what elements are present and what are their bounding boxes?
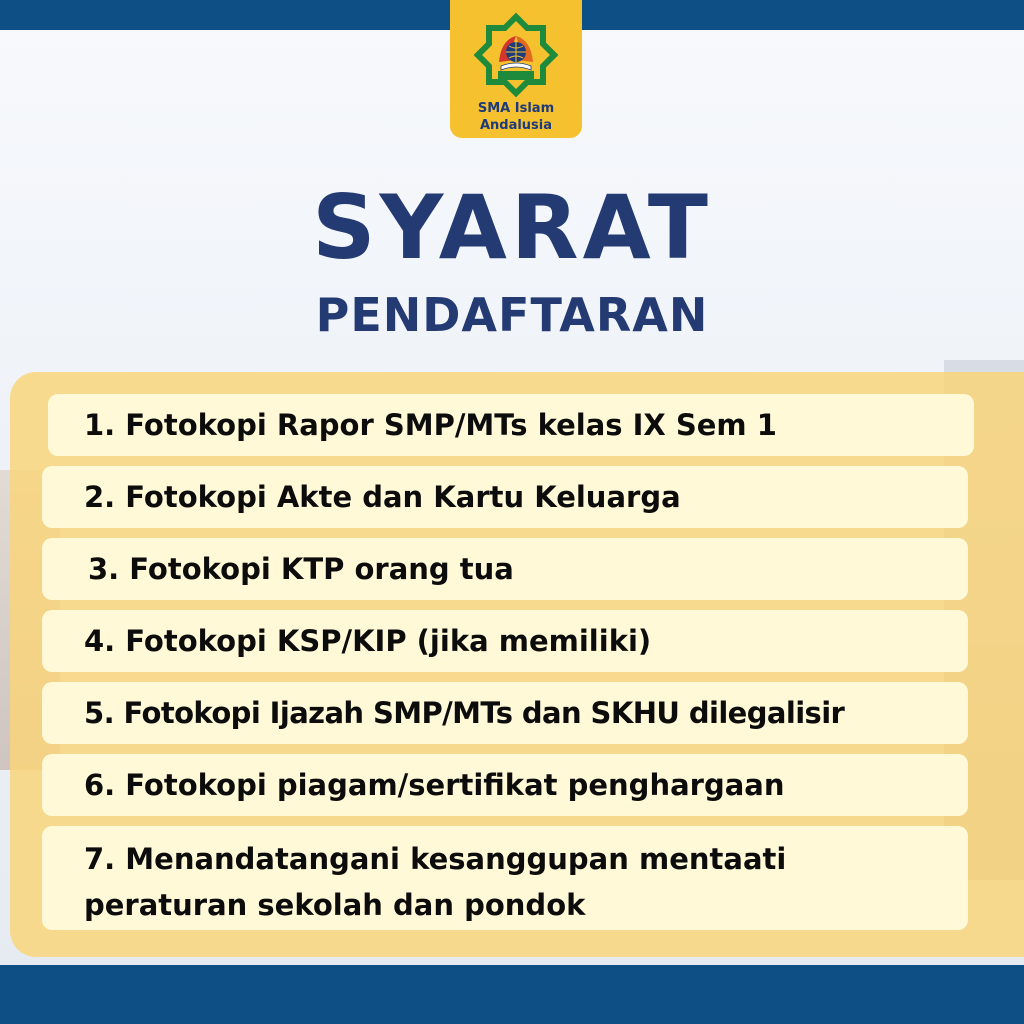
requirement-item-3: [42, 538, 968, 600]
school-name-caption: [478, 100, 554, 134]
school-name-line2: Andalusia: [479, 118, 553, 133]
requirement-text-3: 3. Fotokopi KTP orang tua: [88, 552, 514, 586]
page-title: SYARAT: [312, 176, 712, 279]
school-emblem-icon: [471, 10, 561, 100]
school-logo-card: [450, 0, 582, 138]
requirement-text-1: 1. Fotokopi Rapor SMP/MTs kelas IX Sem 1: [84, 408, 777, 442]
requirement-text-7-line2: peraturan sekolah dan pondok: [84, 888, 586, 922]
requirement-text-5: 5. Fotokopi Ijazah SMP/MTs dan SKHU dilegalisir: [84, 696, 845, 730]
requirement-text-4: 4. Fotokopi KSP/KIP (jika memiliki): [84, 624, 652, 658]
requirement-item-1: [48, 394, 974, 456]
requirement-item-4: [42, 610, 968, 672]
school-name-line1: SMA Islam: [477, 101, 555, 116]
bottom-bar: [0, 965, 1024, 1024]
requirement-item-5: [42, 682, 968, 744]
requirement-item-7: [42, 826, 968, 930]
requirement-text-7-line1: 7. Menandatangani kesanggupan mentaati: [84, 842, 787, 876]
requirement-text-6: 6. Fotokopi piagam/sertifikat penghargaan: [84, 768, 785, 802]
requirement-item-6: [42, 754, 968, 816]
requirement-text-2: 2. Fotokopi Akte dan Kartu Keluarga: [84, 480, 681, 514]
page-subtitle: PENDAFTARAN: [315, 288, 709, 342]
requirement-item-2: [42, 466, 968, 528]
